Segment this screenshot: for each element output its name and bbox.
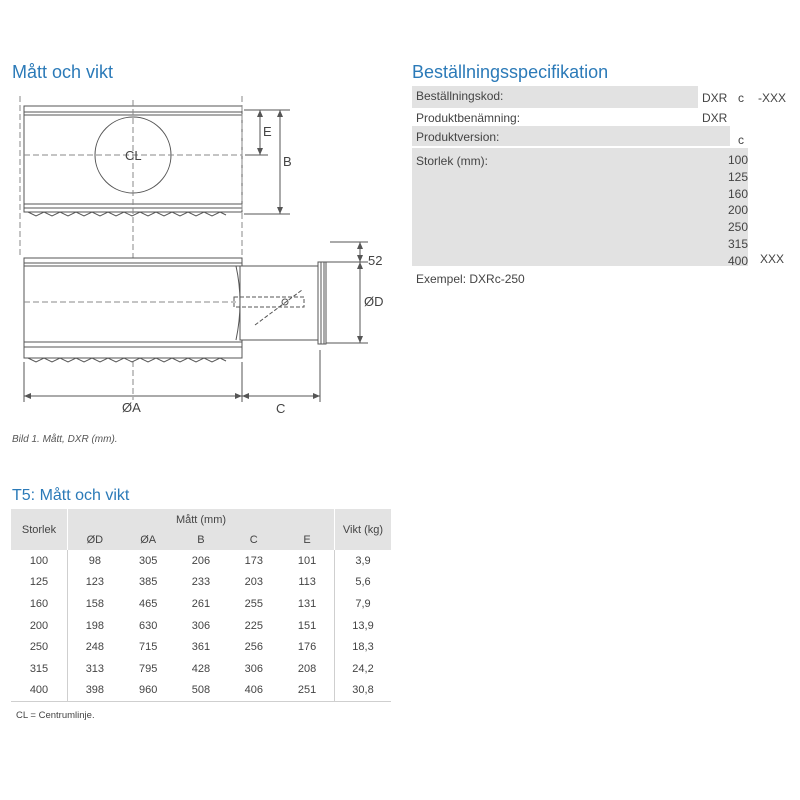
table-cell: 125 [11,572,68,594]
table-row [11,680,391,702]
table-cell: 101 [297,554,317,567]
spec-size-item: 125 [727,169,748,184]
table-cell: 98 [88,554,101,567]
table-cell: 203 [244,576,263,589]
table-cell: 233 [191,576,211,589]
table-cell: 113 [298,576,316,589]
spec-code-part-2: c [738,91,744,105]
table-cell: 306 [191,619,211,632]
table-cell: 158 [85,597,105,610]
table-cell: 5,6 [335,572,392,594]
table-cell: 465 [138,597,158,610]
spec-size-item: 160 [727,186,748,201]
table-cell: 3,9 [335,550,392,572]
table-cell: 200 [11,615,68,637]
dimension-drawing [0,90,400,430]
table-cell: 305 [138,554,158,567]
spec-size-item: 315 [727,236,748,251]
table-cell: 24,2 [335,658,392,680]
table-row [11,636,391,658]
table-cell: 250 [11,636,68,658]
spec-version-label: Produktversion: [416,130,500,144]
table-cell: 198 [85,619,105,632]
table-row [11,658,391,680]
order-spec-heading: Beställningsspecifikation [412,62,609,82]
table-cell: 176 [297,641,317,654]
table-cell: 361 [191,641,211,654]
drawing-caption: Bild 1. Mått, DXR (mm). [12,434,118,445]
spigot [240,266,318,340]
table-cell: 18,3 [335,636,392,658]
table-cell: 7,9 [335,593,392,615]
table-cell: 385 [138,576,158,589]
spec-code-part-1: DXR [702,91,728,105]
table-cell: 255 [244,597,263,610]
table-cell: 13,9 [335,615,392,637]
col-storlek-header: Storlek [11,509,68,550]
b-label: B [283,154,292,169]
table-cell: 715 [138,641,158,654]
table-cell: 630 [138,619,158,632]
group-header: Mått (mm) [68,509,335,530]
dimensions-heading: Mått och vikt [12,62,114,82]
table-heading: T5: Mått och vikt [12,487,130,504]
table-cell: 795 [138,662,158,675]
table-cell: 123 [85,576,105,589]
col-vikt-header: Vikt (kg) [335,509,392,550]
spec-size-item: 250 [727,220,748,235]
spec-code-label: Beställningskod: [416,89,504,103]
table-cell: 131 [297,597,317,610]
table-cell: 251 [280,680,334,702]
table-cell: 225 [244,619,263,632]
table-cell: 30,8 [335,680,392,702]
table-cell: 100 [11,550,68,572]
od-label: ØD [364,294,384,309]
table-cell: 398 [68,680,122,702]
table-footnote: CL = Centrumlinje. [16,710,95,721]
e-label: E [263,124,272,139]
table-cell: 208 [297,662,317,675]
table-cell: 256 [244,641,263,654]
table-cell: 400 [11,680,68,702]
col-b-header: B [175,530,228,550]
col-oa-header: ØA [122,530,175,550]
spec-product-name-value: DXR [702,111,728,125]
table-cell: 428 [191,662,211,675]
table-cell: 160 [11,593,68,615]
table-cell: 248 [85,641,105,654]
col-c-header: C [227,530,280,550]
table-cell: 261 [191,597,211,610]
table-cell: 960 [122,680,175,702]
table-row [11,550,391,572]
table-cell: 306 [244,662,263,675]
dim-52-label: 52 [368,253,383,268]
table-cell: 406 [227,680,280,702]
spec-size-item: 200 [727,203,748,218]
table-cell: 313 [85,662,105,675]
dimensions-table [11,509,391,702]
spec-size-list [722,152,748,270]
spec-size-label: Storlek (mm): [416,154,488,168]
spec-example: Exempel: DXRc-250 [416,272,525,286]
table-cell: 173 [244,554,263,567]
col-od-header: ØD [68,530,122,550]
table-cell: 315 [11,658,68,680]
side-view-body [24,258,242,358]
c-label: C [276,401,286,416]
col-e-header: E [280,530,334,550]
spec-version-value: c [738,133,744,147]
spec-size-item: 100 [727,153,748,167]
table-row [11,593,391,615]
table-row [11,572,391,594]
spec-size-item: 400 [727,253,748,268]
table-row [11,615,391,637]
table-cell: 206 [191,554,211,567]
spec-product-name-label: Produktbenämning: [416,111,521,125]
oa-label: ØA [122,400,141,415]
spec-size-suffix: XXX [760,252,785,266]
table-cell: 508 [175,680,228,702]
spec-code-part-3: -XXX [758,91,787,105]
cl-label: CL [125,148,142,163]
table-cell: 151 [297,619,317,632]
